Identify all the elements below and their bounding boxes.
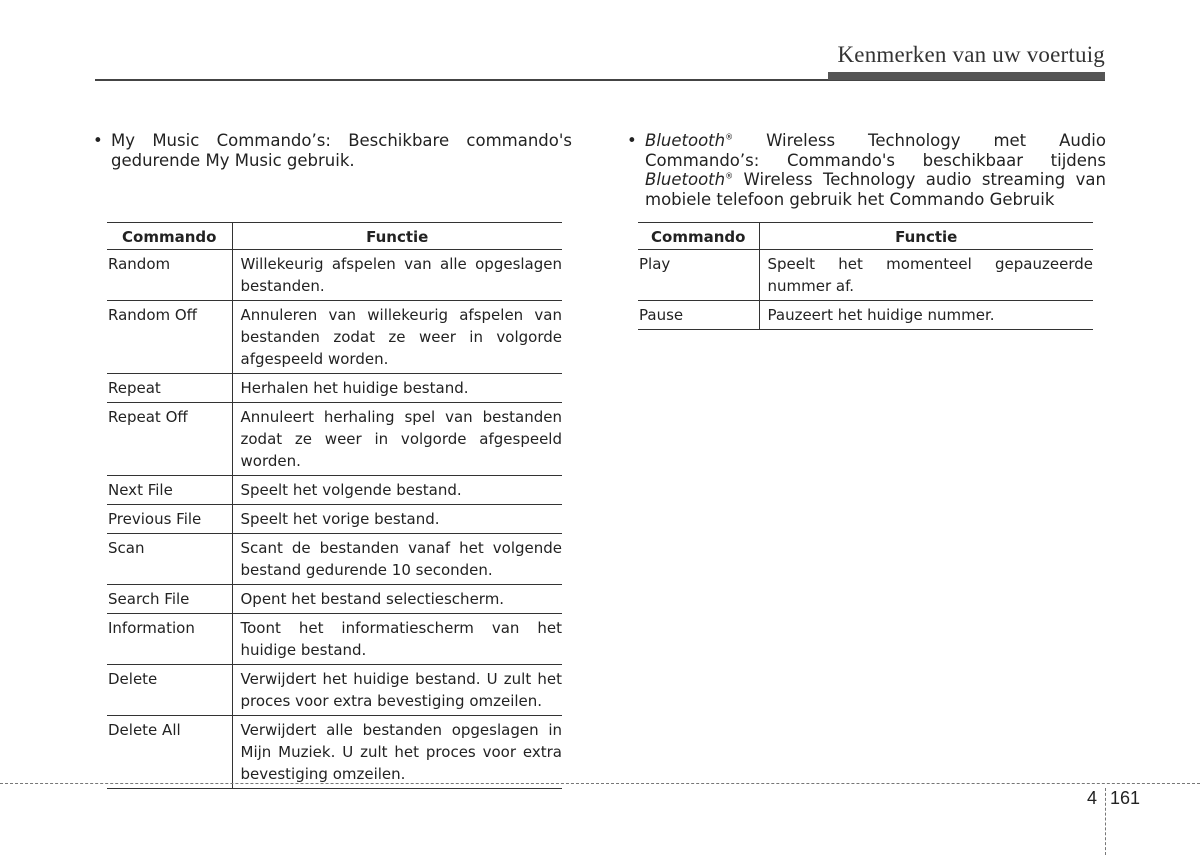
function-cell: Annuleert herhaling spel van bestanden zodat ze weer in volgorde afgespeeld worden. — [232, 403, 562, 476]
function-cell: Opent het bestand selectiescherm. — [232, 585, 562, 614]
function-cell: Scant de bestanden vanaf het volgende bestand gedurende 10 seconden. — [232, 534, 562, 585]
page-header-title: Kenmerken van uw voertuig — [837, 42, 1105, 67]
function-cell: Speelt het volgende bestand. — [232, 476, 562, 505]
table-row — [638, 301, 1093, 330]
command-cell: Pause — [638, 301, 759, 330]
table-row — [107, 374, 562, 403]
table-row — [107, 301, 562, 374]
command-cell: Scan — [107, 534, 232, 585]
function-cell: Speelt het vorige bestand. — [232, 505, 562, 534]
table-row — [107, 585, 562, 614]
function-cell: Herhalen het huidige bestand. — [232, 374, 562, 403]
table-row — [107, 534, 562, 585]
footer-vertical-dashed-rule — [1105, 788, 1106, 855]
function-cell: Toont het informatiescherm van het huidige bestand. — [232, 614, 562, 665]
right-intro-text-2: Wireless Technology audio streaming van mobiele telefoon gebruik het Commando Gebruik — [645, 170, 1106, 209]
right-intro — [627, 131, 1106, 209]
table-row — [638, 250, 1093, 301]
bullet: • — [627, 131, 637, 150]
table-row — [107, 250, 562, 301]
command-cell: Delete — [107, 665, 232, 716]
command-cell: Delete All — [107, 716, 232, 789]
footer-dashed-rule — [0, 783, 1200, 784]
bluetooth-commands-table — [638, 222, 1093, 330]
command-cell: Repeat Off — [107, 403, 232, 476]
function-cell: Verwijdert het huidige bestand. U zult het proces voor extra bevestiging omzeilen. — [232, 665, 562, 716]
column-header-command: Commando — [107, 223, 232, 250]
bullet: • — [93, 131, 103, 150]
left-intro-text: My Music Commando’s: Beschikbare commando's gedurende My Music gebruik. — [111, 131, 572, 170]
bluetooth-brand: Bluetooth — [645, 131, 726, 150]
table-row — [107, 614, 562, 665]
table-row — [107, 505, 562, 534]
command-cell: Play — [638, 250, 759, 301]
function-cell: Annuleren van willekeurig afspelen van bestanden zodat ze weer in volgorde afgespeeld worden. — [232, 301, 562, 374]
command-cell: Random — [107, 250, 232, 301]
registered-mark: ® — [725, 171, 734, 181]
column-header-function: Functie — [232, 223, 562, 250]
command-cell: Random Off — [107, 301, 232, 374]
command-cell: Next File — [107, 476, 232, 505]
table-row — [107, 716, 562, 789]
command-cell: Repeat — [107, 374, 232, 403]
function-cell: Pauzeert het huidige nummer. — [759, 301, 1093, 330]
table-header-row — [107, 223, 562, 250]
my-music-commands-table — [107, 222, 562, 789]
header-accent-bar — [828, 72, 1105, 80]
page-number: 161 — [1110, 788, 1141, 808]
function-cell: Speelt het momenteel gepauzeerde nummer af. — [759, 250, 1093, 301]
table-row — [107, 403, 562, 476]
chapter-number: 4 — [1087, 788, 1098, 808]
table-row — [107, 665, 562, 716]
function-cell: Willekeurig afspelen van alle opgeslagen bestanden. — [232, 250, 562, 301]
right-intro-text-1: Wireless Technology met Audio Commando’s: Commando's beschikbaar tijdens — [645, 131, 1106, 170]
command-cell: Information — [107, 614, 232, 665]
command-cell: Search File — [107, 585, 232, 614]
column-header-command: Commando — [638, 223, 759, 250]
command-cell: Previous File — [107, 505, 232, 534]
registered-mark: ® — [725, 132, 734, 142]
table-header-row — [638, 223, 1093, 250]
function-cell: Verwijdert alle bestanden opgeslagen in Mijn Muziek. U zult het proces voor extra bevestiging omzeilen. — [232, 716, 562, 789]
left-intro — [93, 131, 572, 170]
table-row — [107, 476, 562, 505]
column-header-function: Functie — [759, 223, 1093, 250]
bluetooth-brand: Bluetooth — [645, 170, 726, 189]
